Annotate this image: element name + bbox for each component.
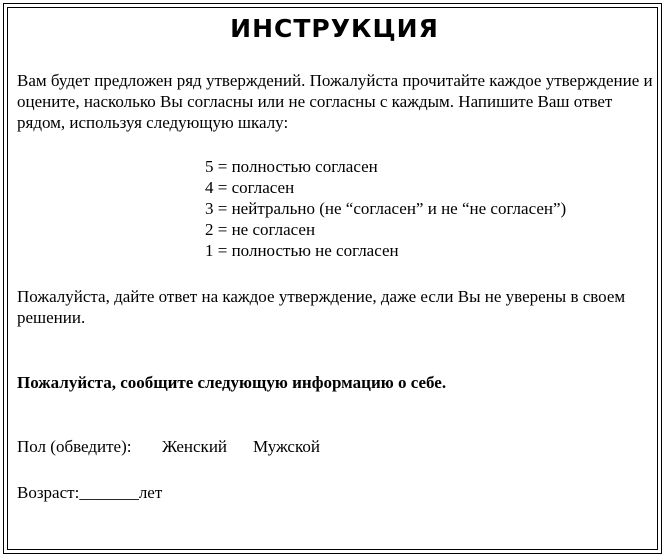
gender-option-male[interactable]: Мужской <box>253 437 320 456</box>
rating-scale <box>205 156 566 261</box>
gender-option-female[interactable]: Женский <box>162 437 228 456</box>
info-request-heading: Пожалуйста, сообщите следующую информацию о себе. <box>17 373 447 392</box>
gender-row <box>17 436 320 457</box>
age-row <box>17 482 162 503</box>
intro-paragraph: Вам будет предложен ряд утверждений. Пожалуйста прочитайте каждое утверждение и оцените, насколько Вы согласны или не согласны с каждым. Напишите Ваш ответ рядом, используя следующую шкалу: <box>17 71 653 132</box>
age-label: Возраст: <box>17 483 80 502</box>
document-title: ИНСТРУКЦИЯ <box>230 14 439 43</box>
scale-item-5: 5 = полностью согласен <box>205 157 378 176</box>
scale-item-3: 3 = нейтрально (не “согласен” и не “не согласен”) <box>205 199 567 218</box>
scale-item-1: 1 = полностью не согласен <box>205 241 399 260</box>
age-unit: лет <box>138 483 163 502</box>
scale-item-2: 2 = не согласен <box>205 220 316 239</box>
answer-all-note: Пожалуйста, дайте ответ на каждое утверждение, даже если Вы не уверены в своем решении. <box>17 287 626 327</box>
gender-label: Пол (обведите): <box>17 437 132 456</box>
age-input-blank[interactable]: _______ <box>79 483 139 502</box>
scale-item-4: 4 = согласен <box>205 178 295 197</box>
